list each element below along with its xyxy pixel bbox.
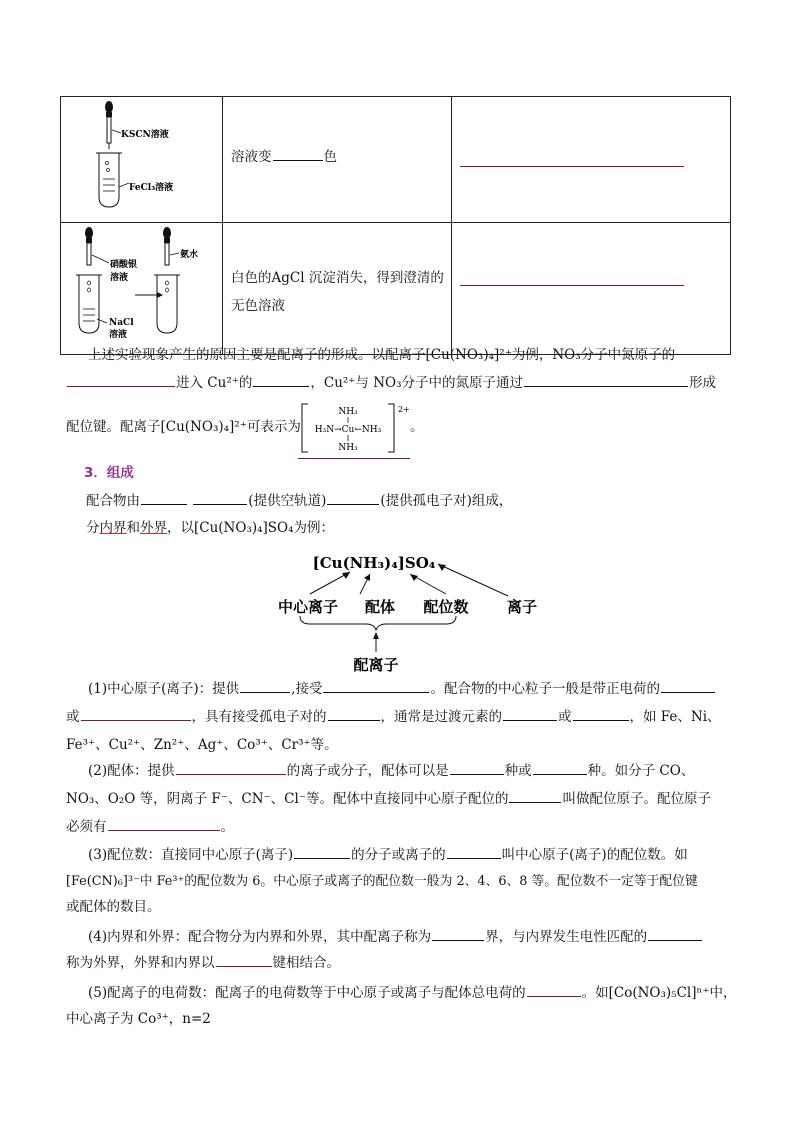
item-2-line bbox=[66, 786, 726, 813]
struct-top: NH₃ bbox=[338, 407, 358, 417]
answer-blank[interactable] bbox=[176, 773, 286, 775]
experiment-image-cell bbox=[61, 223, 223, 355]
item-text: 。配合物的中心粒子一般是带正电荷的 bbox=[430, 681, 660, 697]
section-text: 配合物由 bbox=[86, 493, 140, 509]
item-text: ，具有接受孤电子对的 bbox=[191, 709, 327, 725]
item-2-line bbox=[66, 758, 748, 785]
answer-blank[interactable] bbox=[524, 385, 688, 387]
fecl3-label: FeCl₃溶液 bbox=[129, 183, 174, 193]
label-ligand: 配体 bbox=[364, 598, 396, 616]
explanation-cell bbox=[452, 223, 731, 355]
table-row bbox=[61, 223, 731, 355]
section-line bbox=[86, 488, 746, 515]
item-text: 的分子或离子的 bbox=[351, 847, 446, 863]
section-text: 和 bbox=[126, 520, 140, 536]
item-3-line: 或配体的数目。 bbox=[66, 899, 161, 915]
item-text: (3)配位数：直接同中心原子(离子) bbox=[88, 847, 294, 863]
item-4-line bbox=[66, 950, 726, 977]
item-text: 的离子或分子，配体可以是 bbox=[286, 763, 449, 779]
item-text: ，如 Fe、Ni、 bbox=[629, 709, 721, 725]
inner-sphere-term: 内界 bbox=[99, 520, 127, 536]
section-text: (提供孤电子对)组成， bbox=[380, 493, 513, 509]
outer-sphere-term: 外界 bbox=[140, 520, 167, 536]
answer-blank[interactable] bbox=[460, 166, 684, 167]
item-text: NO₃、O₂O 等，阴离子 F⁻、CN⁻、Cl⁻等。配体中直接同中心原子配位的 bbox=[66, 791, 509, 807]
intro-line bbox=[66, 370, 726, 397]
answer-blank[interactable] bbox=[67, 385, 175, 387]
answer-blank[interactable] bbox=[216, 965, 272, 967]
intro-text: ，Cu²⁺与 NO₃分子中的氮原子通过 bbox=[310, 375, 524, 391]
item-2-line bbox=[66, 814, 726, 841]
label-center-ion: 中心离子 bbox=[277, 598, 339, 616]
experiment-image-cell bbox=[61, 97, 223, 223]
section-line bbox=[86, 515, 746, 542]
item-text: 或 bbox=[66, 709, 80, 725]
item-text: 必须有 bbox=[66, 819, 107, 835]
item-text: 称为外界，外界和内界以 bbox=[66, 955, 215, 971]
silver-nitrate-ammonia-illustration bbox=[61, 223, 222, 350]
kscn-label: KSCN溶液 bbox=[121, 130, 169, 140]
silver-nitrate-label: 硝酸银 bbox=[110, 260, 138, 270]
answer-blank[interactable] bbox=[240, 691, 290, 693]
experiment-table bbox=[60, 96, 731, 355]
answer-blank[interactable] bbox=[648, 939, 702, 941]
answer-blank[interactable] bbox=[294, 857, 350, 859]
item-text: ，通常是过渡元素的 bbox=[380, 709, 502, 725]
item-5-line bbox=[66, 980, 748, 1007]
phenomenon-cell bbox=[223, 97, 452, 223]
phenomenon-text: 色 bbox=[323, 148, 337, 165]
label-coordination-number: 配位数 bbox=[423, 598, 469, 616]
struct-bottom: NH₃ bbox=[338, 443, 358, 453]
item-text: 。 bbox=[220, 819, 234, 835]
label-ion: 离子 bbox=[506, 598, 538, 616]
answer-blank[interactable] bbox=[108, 829, 220, 831]
section-heading: 3．组成 bbox=[84, 465, 134, 481]
label-complex-ion: 配离子 bbox=[353, 656, 399, 674]
explanation-cell bbox=[452, 97, 731, 223]
answer-blank[interactable] bbox=[328, 719, 380, 721]
ammonia-label: 氨水 bbox=[180, 250, 199, 260]
item-text: 。如[Co(NO₃)₅Cl]ⁿ⁺中， bbox=[581, 985, 737, 1001]
answer-blank[interactable] bbox=[460, 285, 684, 286]
intro-text: 。 bbox=[410, 419, 424, 435]
intro-text: 形成 bbox=[689, 375, 717, 391]
answer-blank[interactable] bbox=[447, 857, 501, 859]
complex-formula: [Cu(NH₃)₄]SO₄ bbox=[312, 554, 436, 572]
item-1-line: Fe³⁺、Cu²⁺、Zn²⁺、Ag⁺、Co³⁺、Cr³⁺等。 bbox=[66, 737, 338, 753]
answer-blank[interactable] bbox=[527, 995, 581, 997]
section-text: ，以[Cu(NO₃)₄]SO₄为例： bbox=[167, 520, 335, 536]
solution-label: 溶液 bbox=[110, 273, 129, 283]
item-1-line bbox=[66, 704, 726, 731]
item-text: ,接受 bbox=[291, 681, 323, 697]
item-1-line bbox=[66, 676, 748, 703]
section-text: 分 bbox=[86, 520, 100, 536]
answer-blank[interactable] bbox=[141, 503, 187, 505]
item-4-line bbox=[66, 924, 748, 951]
answer-blank[interactable] bbox=[661, 691, 715, 693]
item-text: 界，与内界发生电性匹配的 bbox=[485, 929, 648, 945]
item-text: 叫做配位原子。配位原子 bbox=[562, 791, 711, 807]
answer-blank[interactable] bbox=[273, 159, 323, 161]
item-5-line: 中心离子为 Co³⁺，n=2 bbox=[66, 1011, 211, 1027]
item-3-line: [Fe(CN)₆]³⁻中 Fe³⁺的配位数为 6。中心原子或离子的配位数一般为 2、4、6、8 等。配位数不一定等于配位键 bbox=[66, 874, 698, 889]
phenomenon-text: 白色的AgCl 沉淀消失，得到澄清的 bbox=[231, 269, 444, 286]
item-text: 种。如分子 CO、 bbox=[587, 763, 695, 779]
struct-charge: 2+ bbox=[398, 405, 410, 414]
item-text: (1)中心原子(离子)：提供 bbox=[88, 681, 240, 697]
intro-text: 配位键。配离子[Cu(NO₃)₄]²⁺可表示为 bbox=[66, 419, 301, 435]
intro-text: 进入 Cu²⁺的 bbox=[176, 375, 253, 391]
table-row bbox=[61, 97, 731, 223]
answer-blank[interactable] bbox=[253, 385, 309, 387]
struct-middle: H₃N→Cu←NH₃ bbox=[314, 425, 382, 435]
item-text: (2)配体：提供 bbox=[88, 763, 175, 779]
solution-label: 溶液 bbox=[109, 330, 128, 340]
item-text: 叫中心原子(离子)的配位数。如 bbox=[501, 847, 688, 863]
complex-ion-structure bbox=[298, 400, 410, 459]
answer-blank[interactable] bbox=[81, 719, 191, 721]
item-text: 种或 bbox=[504, 763, 532, 779]
section-text: (提供空轨道) bbox=[248, 493, 327, 509]
answer-blank[interactable] bbox=[533, 773, 587, 775]
composition-diagram bbox=[270, 548, 550, 674]
answer-blank[interactable] bbox=[503, 719, 557, 721]
kscn-test-tube-illustration bbox=[61, 97, 222, 218]
phenomenon-cell bbox=[223, 223, 452, 355]
answer-blank[interactable] bbox=[450, 773, 504, 775]
item-text: (4)内界和外界：配合物分为内界和外界，其中配离子称为 bbox=[88, 929, 432, 945]
phenomenon-text: 溶液变 bbox=[231, 148, 272, 165]
answer-blank[interactable] bbox=[327, 503, 379, 505]
item-text: 或 bbox=[558, 709, 572, 725]
answer-blank[interactable] bbox=[432, 939, 484, 941]
item-3-line bbox=[66, 842, 748, 869]
answer-blank[interactable] bbox=[509, 801, 561, 803]
item-text: (5)配离子的电荷数：配离子的电荷数等于中心原子或离子与配体总电荷的 bbox=[88, 985, 526, 1001]
answer-blank[interactable] bbox=[323, 691, 429, 693]
answer-blank[interactable] bbox=[193, 503, 247, 505]
nacl-label: NaCl bbox=[109, 318, 134, 328]
answer-blank[interactable] bbox=[573, 719, 629, 721]
intro-line: 上述实验现象产生的原因主要是配离子的形成。以配离子[Cu(NO₃)₄]²⁺为例，NO₃分子中氮原子的 bbox=[88, 347, 676, 363]
phenomenon-text: 无色溶液 bbox=[231, 297, 285, 314]
item-text: 键相结合。 bbox=[272, 955, 340, 971]
